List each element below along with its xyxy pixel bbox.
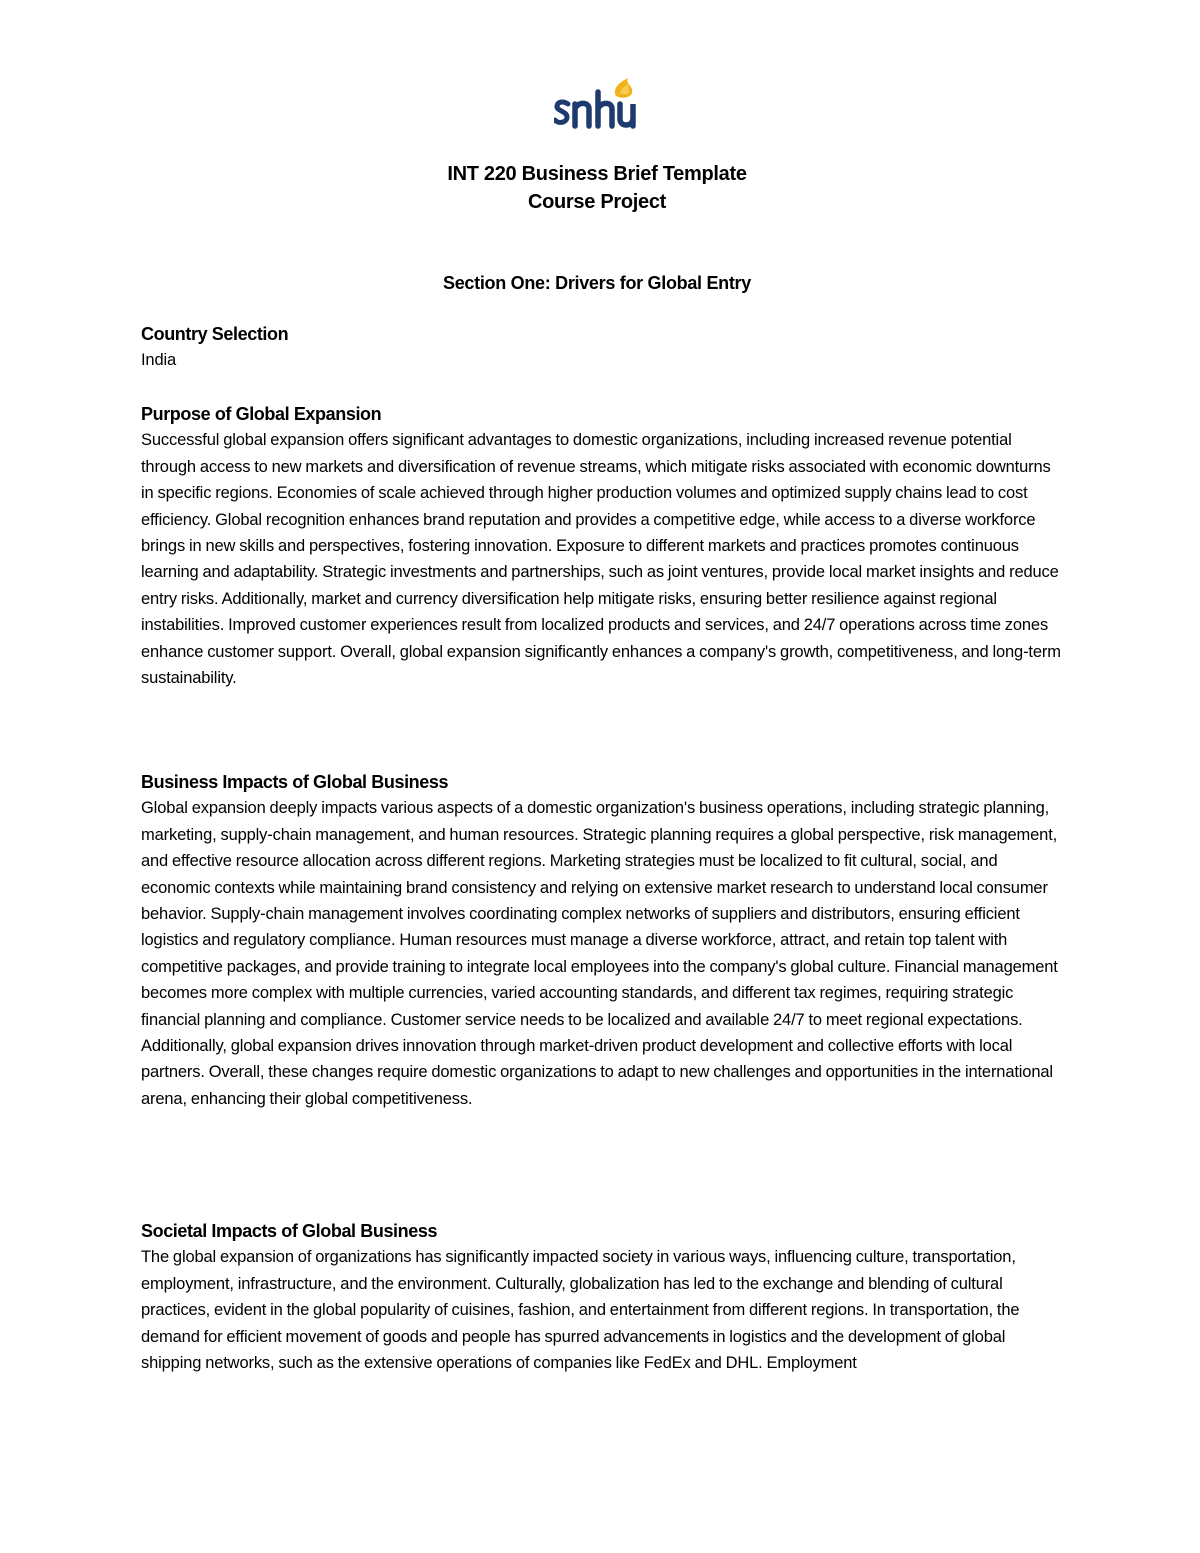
business-impacts-paragraph: Global expansion deeply impacts various aspects of a domestic organization's business operations, including strategic planning, marketing, supply-chain management, and human resources. Strategic planning requires a global perspective, risk management, and effective resource allocation across different regions. Marketing strategies must be localized to fit cultural, social, and economic contexts while maintaining brand consistency and relying on extensive market research to understand local consumer behavior. Supply-chain management involves coordinating complex networks of suppliers and distributors, ensuring efficient logistics and regulatory compliance. Human resources must manage a diverse workforce, attract, and retain top talent with competitive packages, and provide training to integrate local employees into the company's global culture. Financial management becomes more complex with multiple currencies, varied accounting standards, and different tax regimes, requiring strategic financial planning and compliance. Customer service needs to be localized and available 24/7 to meet regional expectations. Additionally, global expansion drives innovation through market-driven product development and collective efforts with local partners. Overall, these changes require domestic organizations to adapt to new challenges and opportunities in the international arena, enhancing their global competitiveness. [141, 799, 1058, 1108]
purpose-heading: Purpose of Global Expansion [141, 404, 382, 424]
societal-impacts-block [141, 1218, 1061, 1376]
purpose-paragraph: Successful global expansion offers significant advantages to domestic organizations, including increased revenue potential through access to new markets and diversification of revenue streams, which mitigate risks associated with economic downturns in specific regions. Economies of scale achieved through higher production volumes and optimized supply chains lead to cost efficiency. Global recognition enhances brand reputation and provides a competitive edge, while access to a diverse workforce brings in new skills and perspectives, fostering innovation. Exposure to different markets and practices promotes continuous learning and adaptability. Strategic investments and partnerships, such as joint ventures, provide local market insights and reduce entry risks. Additionally, market and currency diversification help mitigate risks, ensuring better resilience against regional instabilities. Improved customer experiences result from localized products and services, and 24/7 operations across time zones enhance customer support. Overall, global expansion significantly enhances a company's growth, competitiveness, and long-term sustainability. [141, 431, 1061, 688]
country-selection-block [141, 321, 1061, 374]
document-subtitle: Course Project [527, 191, 667, 213]
document-title: INT 220 Business Brief Template [447, 163, 747, 185]
societal-impacts-heading: Societal Impacts of Global Business [141, 1221, 438, 1241]
business-impacts-heading: Business Impacts of Global Business [141, 772, 449, 792]
societal-impacts-paragraph: The global expansion of organizations has significantly impacted society in various ways, influencing culture, transportation, employment, infrastructure, and the environment. Culturally, globalization has led to the exchange and blending of cultural practices, evident in the global popularity of cuisines, fashion, and entertainment from different regions. In transportation, the demand for efficient movement of goods and people has spurred advancements in logistics and the development of global shipping networks, such as the extensive operations of companies like FedEx and DHL. Employment [141, 1248, 1020, 1373]
snhu-logo-graphic [554, 74, 638, 132]
purpose-block [141, 401, 1061, 691]
business-impacts-block [141, 769, 1061, 1112]
section-heading: Section One: Drivers for Global Entry [443, 273, 751, 293]
document-title-block [0, 160, 1200, 216]
country-selection-text: India [141, 351, 177, 370]
snhu-logo [554, 74, 638, 132]
country-selection-heading: Country Selection [141, 324, 289, 344]
